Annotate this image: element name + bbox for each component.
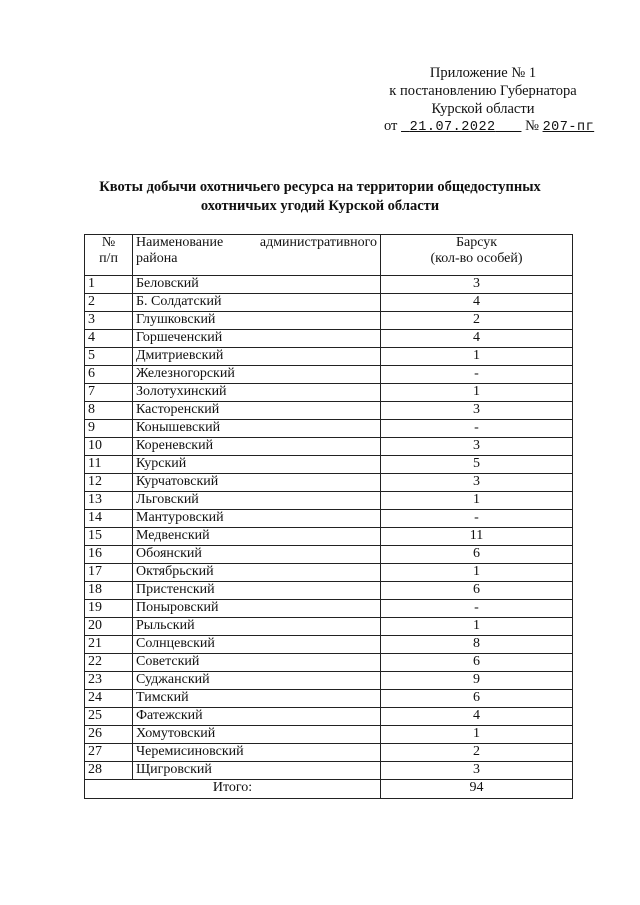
decree-date: 21.07.2022 (409, 120, 496, 135)
row-number: 24 (85, 690, 133, 708)
row-badger-count: 4 (381, 708, 573, 726)
row-district-name: Беловский (133, 276, 381, 294)
row-number: 23 (85, 672, 133, 690)
table-row (85, 366, 573, 384)
row-number: 16 (85, 546, 133, 564)
table-row (85, 762, 573, 780)
row-badger-count: 3 (381, 762, 573, 780)
row-district-name: Мантуровский (133, 510, 381, 528)
row-number: 27 (85, 744, 133, 762)
row-badger-count: 3 (381, 276, 573, 294)
row-number: 25 (85, 708, 133, 726)
decree-reference (384, 118, 594, 135)
row-number: 21 (85, 636, 133, 654)
row-badger-count: - (381, 420, 573, 438)
row-badger-count: 1 (381, 492, 573, 510)
table-row (85, 726, 573, 744)
row-badger-count: 4 (381, 294, 573, 312)
row-district-name: Пристенский (133, 582, 381, 600)
row-district-name: Глушковский (133, 312, 381, 330)
row-district-name: Хомутовский (133, 726, 381, 744)
row-number: 26 (85, 726, 133, 744)
appendix-region-line: Курской области (431, 101, 535, 117)
table-row (85, 564, 573, 582)
table-row (85, 384, 573, 402)
table-row (85, 546, 573, 564)
row-number: 12 (85, 474, 133, 492)
row-badger-count: - (381, 366, 573, 384)
table-row (85, 690, 573, 708)
row-district-name: Щигровский (133, 762, 381, 780)
row-district-name: Фатежский (133, 708, 381, 726)
row-number: 4 (85, 330, 133, 348)
row-district-name: Железногорский (133, 366, 381, 384)
table-row (85, 330, 573, 348)
row-badger-count: 5 (381, 456, 573, 474)
header-district-name: Наименование административного района (133, 235, 381, 276)
total-label: Итого: (85, 780, 381, 799)
row-district-name: Советский (133, 654, 381, 672)
row-badger-count: 1 (381, 348, 573, 366)
row-district-name: Обоянский (133, 546, 381, 564)
row-badger-count: 2 (381, 744, 573, 762)
header-badger-count: Барсук (кол-во особей) (381, 235, 573, 276)
table-row (85, 402, 573, 420)
table-row (85, 276, 573, 294)
table-row (85, 420, 573, 438)
table-row (85, 474, 573, 492)
row-number: 22 (85, 654, 133, 672)
table-row (85, 636, 573, 654)
row-district-name: Тимский (133, 690, 381, 708)
row-number: 2 (85, 294, 133, 312)
table-row (85, 708, 573, 726)
row-district-name: Дмитриевский (133, 348, 381, 366)
appendix-title: Приложение № 1 (429, 65, 537, 81)
table-row (85, 654, 573, 672)
row-number: 6 (85, 366, 133, 384)
row-badger-count: 9 (381, 672, 573, 690)
row-district-name: Горшеченский (133, 330, 381, 348)
row-badger-count: - (381, 510, 573, 528)
row-number: 10 (85, 438, 133, 456)
row-badger-count: 3 (381, 474, 573, 492)
row-district-name: Золотухинский (133, 384, 381, 402)
row-badger-count: 8 (381, 636, 573, 654)
row-number: 8 (85, 402, 133, 420)
row-badger-count: 6 (381, 582, 573, 600)
table-row (85, 510, 573, 528)
row-badger-count: 6 (381, 546, 573, 564)
row-district-name: Льговский (133, 492, 381, 510)
decree-from-label: от (384, 118, 398, 134)
row-badger-count: 4 (381, 330, 573, 348)
table-row (85, 348, 573, 366)
row-number: 13 (85, 492, 133, 510)
row-district-name: Конышевский (133, 420, 381, 438)
row-district-name: Касторенский (133, 402, 381, 420)
row-badger-count: 1 (381, 564, 573, 582)
row-badger-count: 3 (381, 438, 573, 456)
appendix-header (378, 64, 588, 118)
row-number: 19 (85, 600, 133, 618)
row-number: 3 (85, 312, 133, 330)
row-badger-count: 3 (381, 402, 573, 420)
row-district-name: Октябрьский (133, 564, 381, 582)
row-badger-count: 11 (381, 528, 573, 546)
row-district-name: Кореневский (133, 438, 381, 456)
row-number: 14 (85, 510, 133, 528)
row-badger-count: 1 (381, 618, 573, 636)
table-row (85, 294, 573, 312)
title-line-2: охотничьих угодий Курской области (200, 198, 440, 214)
row-district-name: Курский (133, 456, 381, 474)
appendix-decree-line: к постановлению Губернатора (389, 83, 577, 99)
row-number: 5 (85, 348, 133, 366)
row-district-name: Солнцевский (133, 636, 381, 654)
decree-number: 207-пг (542, 120, 595, 135)
row-district-name: Б. Солдатский (133, 294, 381, 312)
row-badger-count: 1 (381, 384, 573, 402)
title-line-1: Квоты добычи охотничьего ресурса на территории общедоступных (99, 179, 541, 195)
row-number: 18 (85, 582, 133, 600)
total-value: 94 (381, 780, 573, 799)
table-row (85, 456, 573, 474)
row-number: 28 (85, 762, 133, 780)
row-district-name: Медвенский (133, 528, 381, 546)
table-row (85, 672, 573, 690)
row-number: 17 (85, 564, 133, 582)
table-row (85, 744, 573, 762)
document-title (60, 178, 580, 216)
table-row (85, 600, 573, 618)
row-district-name: Черемисиновский (133, 744, 381, 762)
table-row (85, 618, 573, 636)
table-row (85, 528, 573, 546)
quota-table (84, 234, 573, 799)
row-number: 9 (85, 420, 133, 438)
table-row (85, 438, 573, 456)
row-badger-count: 1 (381, 726, 573, 744)
table-row (85, 492, 573, 510)
row-number: 11 (85, 456, 133, 474)
row-badger-count: 6 (381, 690, 573, 708)
table-header-row (85, 235, 573, 276)
table-row (85, 582, 573, 600)
row-number: 20 (85, 618, 133, 636)
decree-number-label: № (525, 118, 539, 134)
table-row (85, 312, 573, 330)
header-number: № п/п (85, 235, 133, 276)
total-row (85, 780, 573, 799)
row-district-name: Поныровский (133, 600, 381, 618)
row-district-name: Курчатовский (133, 474, 381, 492)
row-district-name: Суджанский (133, 672, 381, 690)
row-number: 7 (85, 384, 133, 402)
row-badger-count: 2 (381, 312, 573, 330)
row-district-name: Рыльский (133, 618, 381, 636)
row-badger-count: - (381, 600, 573, 618)
row-badger-count: 6 (381, 654, 573, 672)
row-number: 1 (85, 276, 133, 294)
row-number: 15 (85, 528, 133, 546)
